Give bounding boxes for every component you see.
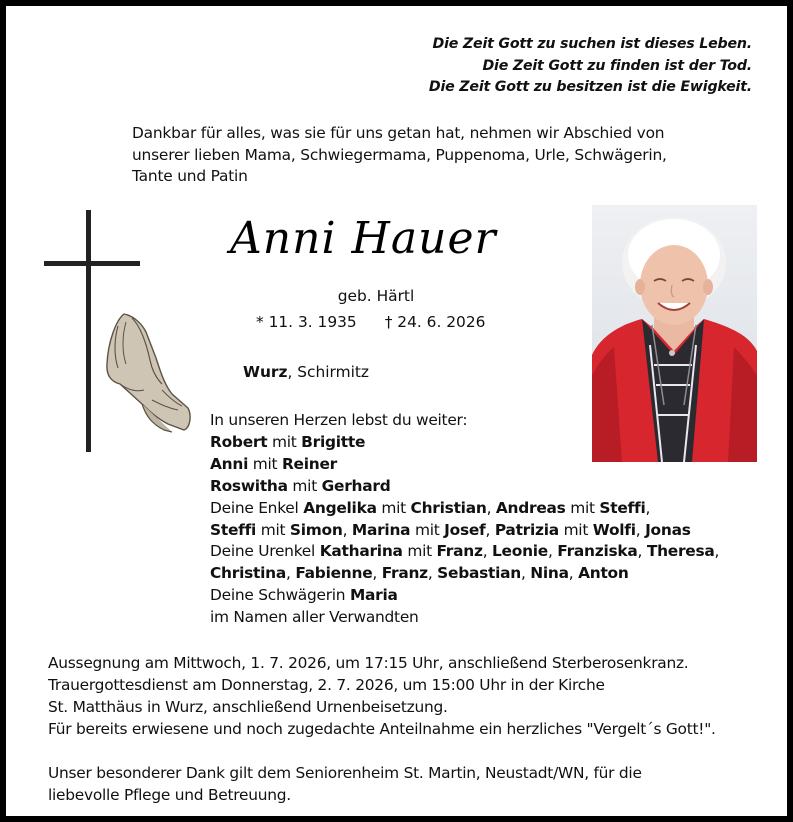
family-member: Franz xyxy=(436,542,483,561)
family-member: Andreas xyxy=(495,498,566,517)
family-member: Marina xyxy=(351,520,411,539)
family-row xyxy=(210,454,770,476)
family-member: Anni xyxy=(210,454,249,473)
connector: mit xyxy=(558,520,593,539)
connector: , xyxy=(482,542,492,561)
life-dates xyxy=(256,311,546,333)
sister-in-law-row xyxy=(210,585,770,607)
connector: , xyxy=(635,520,646,539)
intro-line: unserer lieben Mama, Schwiegermama, Puppenoma, Urle, Schwägerin, xyxy=(132,145,667,164)
family-member: Franz xyxy=(381,564,428,583)
quote-block xyxy=(192,34,752,99)
family-member: Wolfi xyxy=(592,520,636,539)
connector: , xyxy=(427,564,438,583)
family-member: Gerhard xyxy=(321,476,391,495)
praying-hands-icon xyxy=(102,312,194,434)
connector: , xyxy=(714,542,720,561)
residence-rest: , Schirmitz xyxy=(287,363,369,381)
connector: , xyxy=(645,498,651,517)
connector: mit xyxy=(402,542,437,561)
service-line: Trauergottesdienst am Donnerstag, 2. 7. 2026, um 15:00 Uhr in der Kirche xyxy=(48,675,605,694)
family-member: Steffi xyxy=(599,498,646,517)
family-member: Anton xyxy=(578,564,629,583)
family-member: Maria xyxy=(349,586,398,605)
family-member: Steffi xyxy=(210,520,257,539)
family-member: Reiner xyxy=(281,454,338,473)
family-row xyxy=(210,432,770,454)
family-member: Jonas xyxy=(645,520,691,539)
connector: Deine Enkel xyxy=(210,498,304,517)
connector: , xyxy=(286,564,296,583)
connector: Deine Urenkel xyxy=(210,542,320,561)
family-member: Katharina xyxy=(319,542,403,561)
connector: , xyxy=(485,520,495,539)
quote-line: Die Zeit Gott zu finden ist der Tod. xyxy=(482,57,752,74)
family-member: Angelika xyxy=(303,498,377,517)
connector: mit xyxy=(376,498,411,517)
connector: , xyxy=(637,542,647,561)
thanks-line: Unser besonderer Dank gilt dem Seniorenheim St. Martin, Neustadt/WN, für die xyxy=(48,763,642,782)
intro-text xyxy=(132,123,732,188)
family-row xyxy=(210,476,770,498)
great-grandchildren-row xyxy=(210,563,770,585)
family-member: Josef xyxy=(444,520,486,539)
residence xyxy=(243,361,369,383)
connector: mit xyxy=(410,520,445,539)
family-member: Brigitte xyxy=(301,432,366,451)
family-member: Christian xyxy=(410,498,487,517)
family-member: Roswitha xyxy=(210,476,288,495)
connector: , xyxy=(548,542,558,561)
intro-line: Tante und Patin xyxy=(132,167,248,185)
family-member: Simon xyxy=(289,520,343,539)
family-heading: In unseren Herzen lebst du weiter: xyxy=(210,411,468,429)
service-info xyxy=(48,653,778,806)
service-line: St. Matthäus in Wurz, anschließend Urnenbeisetzung. xyxy=(48,697,448,716)
connector: mit xyxy=(256,520,290,539)
family-member: Robert xyxy=(210,432,268,451)
service-line: Für bereits erwiesene und noch zugedachte Anteilnahme ein herzliches "Vergelt´s Gott!". xyxy=(48,719,716,738)
connector: mit xyxy=(287,476,322,495)
death-date: † 24. 6. 2026 xyxy=(384,313,486,331)
grandchildren-row xyxy=(210,520,770,542)
connector: , xyxy=(486,498,496,517)
connector: mit xyxy=(267,432,302,451)
connector: , xyxy=(342,520,352,539)
thanks-line: liebevolle Pflege und Betreuung. xyxy=(48,785,291,804)
great-grandchildren-row xyxy=(210,541,770,563)
family-closing: im Namen aller Verwandten xyxy=(210,608,419,627)
service-line: Aussegnung am Mittwoch, 1. 7. 2026, um 17:15 Uhr, anschließend Sterberosenkranz. xyxy=(48,654,689,672)
grandchildren-row xyxy=(210,498,770,520)
family-list xyxy=(210,410,770,629)
family-member: Leonie xyxy=(492,542,548,561)
quote-line: Die Zeit Gott zu suchen ist dieses Leben. xyxy=(432,36,752,52)
intro-line: Dankbar für alles, was sie für uns getan hat, nehmen wir Abschied von xyxy=(132,124,665,142)
family-member: Fabienne xyxy=(295,564,373,583)
connector: , xyxy=(372,564,382,583)
quote-line: Die Zeit Gott zu besitzen ist die Ewigkeit. xyxy=(428,79,752,95)
family-member: Franziska xyxy=(557,542,638,561)
deceased-name: Anni Hauer xyxy=(230,213,497,264)
family-member: Nina xyxy=(530,564,569,583)
connector: , xyxy=(520,564,531,583)
connector: Deine Schwägerin xyxy=(210,586,350,605)
maiden-name: geb. Härtl xyxy=(337,287,415,305)
family-member: Christina xyxy=(210,564,287,583)
connector: , xyxy=(568,564,579,583)
family-member: Sebastian xyxy=(437,564,521,583)
residence-town: Wurz xyxy=(243,363,288,381)
connector: mit xyxy=(565,498,600,517)
family-member: Theresa xyxy=(646,542,715,561)
birth-date: * 11. 3. 1935 xyxy=(256,313,357,331)
connector: mit xyxy=(248,454,282,473)
family-member: Patrizia xyxy=(494,520,559,539)
